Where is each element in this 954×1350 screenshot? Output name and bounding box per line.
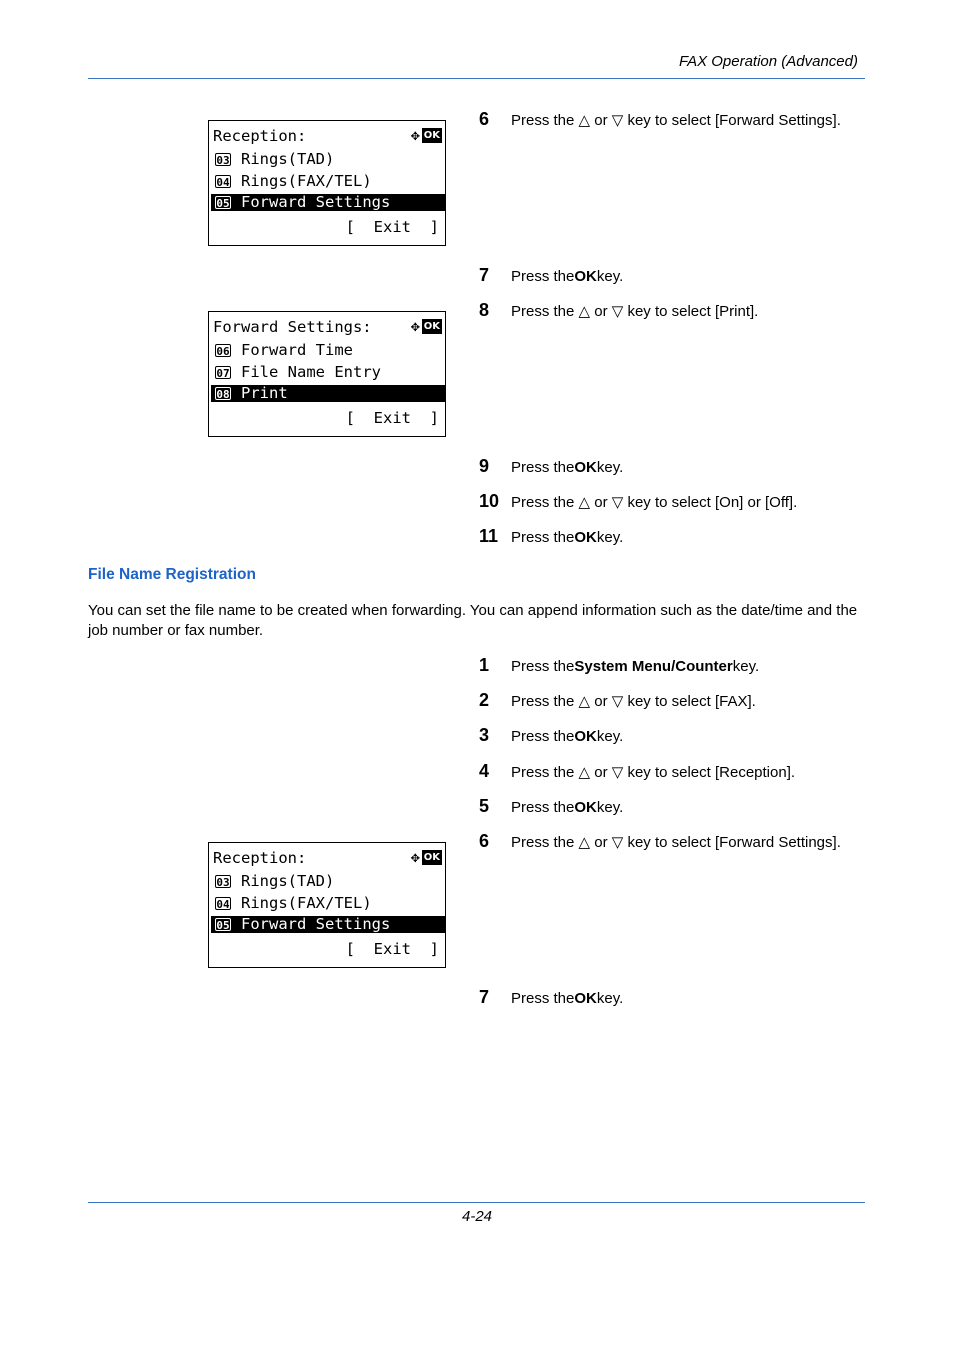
item-number: 04 <box>216 898 230 911</box>
header-title: FAX Operation (Advanced) <box>679 53 858 70</box>
lcd-exit-softkey: [ Exit ] <box>345 409 439 427</box>
key-name: OK <box>574 459 597 476</box>
lcd-exit-softkey: [ Exit ] <box>345 218 439 236</box>
item-number: 08 <box>216 388 230 401</box>
item-label: Rings(TAD) <box>241 872 335 890</box>
step <box>479 831 841 852</box>
lcd-title: Reception: <box>213 127 307 145</box>
item-number: 04 <box>216 176 230 189</box>
step-number: 3 <box>479 725 490 745</box>
step-text-end: key. <box>732 658 760 675</box>
step-number: 1 <box>479 655 490 675</box>
item-label: Rings(TAD) <box>241 150 335 168</box>
item-number: 06 <box>216 345 230 358</box>
lcd-screen-forward-settings <box>208 311 446 437</box>
key-name: OK <box>574 728 597 745</box>
item-label: Rings(FAX/TEL) <box>241 172 372 190</box>
step-text: Press the <box>511 990 575 1007</box>
step-text: Press the <box>511 268 575 285</box>
lcd-menu-item-selected <box>211 194 445 211</box>
footer-rule <box>88 1202 865 1203</box>
item-number: 03 <box>216 154 230 167</box>
item-number: 07 <box>216 367 230 380</box>
step <box>479 300 758 321</box>
key-name: OK <box>574 268 597 285</box>
step-text: Press the <box>511 728 575 745</box>
lcd-menu-item <box>209 340 445 360</box>
lcd-menu-item <box>209 893 445 913</box>
step-text: Press the <box>511 799 575 816</box>
step-number: 8 <box>479 300 490 320</box>
step-text: Press the △ or ▽ key to select [On] or [Off]. <box>511 494 798 511</box>
lcd-screen-reception <box>208 120 446 246</box>
step-number: 7 <box>479 265 490 285</box>
step <box>479 761 795 782</box>
key-name: System Menu/Counter <box>574 658 733 675</box>
item-label: Print <box>241 384 288 402</box>
dpad-icon: ✥ <box>410 848 420 866</box>
lcd-title: Reception: <box>213 849 307 867</box>
key-name: OK <box>574 529 597 546</box>
step <box>479 796 623 817</box>
lcd-menu-item <box>209 171 445 191</box>
item-label: Rings(FAX/TEL) <box>241 894 372 912</box>
page-number: 4-24 <box>461 1208 493 1225</box>
step-number: 2 <box>479 690 490 710</box>
step-number: 6 <box>479 109 490 129</box>
step-text: Press the △ or ▽ key to select [Forward Settings]. <box>511 112 841 129</box>
step-number: 7 <box>479 987 490 1007</box>
step <box>479 526 623 547</box>
item-label: File Name Entry <box>241 363 381 381</box>
ok-icon: OK <box>423 320 440 332</box>
step <box>479 491 797 512</box>
item-label: Forward Settings <box>241 193 391 211</box>
step-text-end: key. <box>596 990 624 1007</box>
section-title: File Name Registration <box>88 566 256 583</box>
step <box>479 456 623 477</box>
step-number: 5 <box>479 796 490 816</box>
step <box>479 109 841 130</box>
lcd-menu-item-selected <box>211 385 445 402</box>
step <box>479 655 759 676</box>
step-text: Press the △ or ▽ key to select [Print]. <box>511 303 759 320</box>
step-text-end: key. <box>596 529 624 546</box>
step-number: 6 <box>479 831 490 851</box>
step-number: 4 <box>479 761 490 781</box>
key-name: OK <box>574 990 597 1007</box>
step-number: 9 <box>479 456 490 476</box>
item-number: 03 <box>216 876 230 889</box>
step-number: 10 <box>479 491 500 511</box>
item-number: 05 <box>216 197 230 210</box>
step <box>479 690 756 711</box>
step-text-end: key. <box>596 799 624 816</box>
step-text: Press the <box>511 658 575 675</box>
lcd-menu-item-selected <box>211 916 445 933</box>
dpad-icon: ✥ <box>410 126 420 144</box>
lcd-title: Forward Settings: <box>213 318 372 336</box>
step-text-end: key. <box>596 728 624 745</box>
key-name: OK <box>574 799 597 816</box>
item-number: 05 <box>216 919 230 932</box>
ok-icon: OK <box>423 129 440 141</box>
lcd-menu-item <box>209 362 445 382</box>
step-text: Press the △ or ▽ key to select [FAX]. <box>511 693 756 710</box>
step-text: Press the △ or ▽ key to select [Reception]. <box>511 764 796 781</box>
section-intro: You can set the file name to be created when forwarding. You can append information such as the date/time and the job number or fax number. <box>88 602 858 639</box>
step-text-end: key. <box>596 268 624 285</box>
step-text-end: key. <box>596 459 624 476</box>
step <box>479 265 623 286</box>
step-text: Press the △ or ▽ key to select [Forward Settings]. <box>511 834 841 851</box>
header-rule <box>88 78 865 79</box>
ok-icon: OK <box>423 851 440 863</box>
lcd-screen-reception-2 <box>208 842 446 968</box>
item-label: Forward Time <box>241 341 353 359</box>
lcd-exit-softkey: [ Exit ] <box>345 940 439 958</box>
dpad-icon: ✥ <box>410 317 420 335</box>
lcd-menu-item <box>209 871 445 891</box>
step <box>479 987 623 1008</box>
step-text: Press the <box>511 529 575 546</box>
step-number: 11 <box>479 526 499 546</box>
item-label: Forward Settings <box>241 915 391 933</box>
step-text: Press the <box>511 459 575 476</box>
step <box>479 725 623 746</box>
lcd-menu-item <box>209 149 445 169</box>
